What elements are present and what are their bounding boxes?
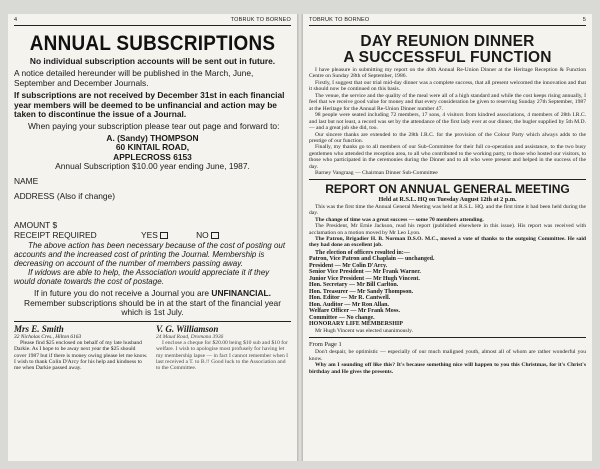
- letter-author: Mrs E. Smith: [14, 323, 64, 334]
- section-divider: [14, 321, 291, 322]
- agm-report-subtitle: Held at R.S.L. HQ on Tuesday August 12th at 2 p.m.: [378, 195, 517, 203]
- dinner-paragraph: The venue, the service and the quality of the meal were all of a high standard and while the cost keeps rising annually, I feel that we receive good value for money and that every consideration be given to reserving Sunday 27th September, 1987 at the Heritage for the Annual Re-Union Dinner number 47.: [309, 92, 586, 112]
- letter-address: 32 Nicholas Cres., Hilton 6163: [14, 333, 82, 340]
- unfinancial-word: UNFINANCIAL.: [211, 288, 271, 299]
- left-page-number: 4: [14, 17, 18, 23]
- letter-smith: [14, 325, 149, 372]
- agm-paragraph: The Patron, Brigadier H. B. Norman D.S.O. M.C., moved a vote of thanks to the outgoing Committee. He said they had done an excellent job.: [309, 235, 586, 249]
- officer-entry: President — Mr Colin D'Arcy.: [309, 262, 388, 269]
- officer-entry: Patron, Vice Patron and Chaplain — unchanged.: [309, 256, 435, 263]
- dinner-title-line-1: DAY REUNION DINNER: [360, 33, 535, 50]
- officer-entry: Hon. Editor — Mr R. Cantwell.: [309, 295, 391, 302]
- amount-field-label: AMOUNT $: [14, 220, 58, 231]
- address-name: A. (Sandy) THOMPSON: [106, 132, 199, 143]
- agm-report-title: REPORT ON ANNUAL GENERAL MEETING: [325, 181, 570, 196]
- notice-text: A notice detailed hereunder will be published in the March, June, September and December Journals.: [14, 68, 254, 88]
- agm-paragraph: This was the first time the Annual General Meeting was held at R.S.L. HQ. and the first time it had been held during the day.: [309, 203, 586, 217]
- report-divider: [309, 179, 586, 180]
- address-suburb: APPLECROSS 6153: [113, 151, 192, 162]
- officer-entry: Hon. Auditor — Mr Ron Allan.: [309, 301, 389, 308]
- dinner-report: [309, 67, 586, 177]
- left-page: [8, 14, 297, 461]
- right-page-header: [309, 14, 586, 26]
- agm-paragraph: The change of time was a great success — some 70 members attending.: [315, 216, 484, 223]
- election-heading: The election of officers resulted in:—: [315, 249, 410, 256]
- left-running-title: TOBRUK TO BORNEO: [230, 17, 291, 23]
- dinner-paragraph: 98 people were seated including 72 members, 17 sons, 4 visitors from kindred associations, 4 members of 28th I.R.C. and last but not least, a record was set by the attendance of the first lady ever at our dinner, the bugler supplied by 5th M.D. — and a great job she did, too.: [309, 112, 586, 132]
- receipt-label: RECEIPT REQUIRED: [14, 230, 97, 241]
- letter-body: I enclose a cheque for $20.00 being $10 sub and $10 for welfare. I wish to apologise most profusely for having let my membership lapse — in fact I cannot remember when I last received a T. to B.!! Good luck to the Association and to the Committee.: [156, 339, 289, 372]
- right-running-title: TOBRUK TO BORNEO: [309, 17, 370, 23]
- from-page-text: Don't despair, be optimistic — especially of our much maligned youth, almost all of whom are rather wonderful you know.: [309, 349, 586, 362]
- widows-note: If widows are able to help, the Association would appreciate it if they would donate towards the cost of postage.: [14, 268, 270, 287]
- address-field-label: ADDRESS (Also if change): [14, 191, 116, 202]
- dinner-signoff: Barney Vangraag — Chairman Dinner Sub-Committee: [315, 170, 438, 177]
- letters-section: [14, 325, 291, 372]
- warning-text: If subscriptions are not received by December 31st in each financial year members will be deemed to be unfinancial and action may be taken to discontinue the issue of a Journal.: [14, 90, 285, 120]
- letter-author: V. G. Williamson: [156, 323, 219, 334]
- cost-explanation: The above action has been necessary because of the cost of posting out accounts and the increased cost of printing the Journal. Membership is decreasing on account of the number of members passing away.: [14, 241, 286, 269]
- yes-label: YES: [141, 230, 158, 241]
- from-page-heading: From Page 1: [309, 341, 342, 349]
- unfinancial-suffix: Remember subscriptions should be in at the start of the financial year which is 1st July.: [24, 297, 281, 318]
- name-field-label: NAME: [14, 176, 39, 187]
- no-checkbox[interactable]: [211, 232, 219, 239]
- dinner-paragraph: I have pleasure in submitting my report on the 40th Annual Re-Union Dinner at the Heritage Reception & Function Centre on Sunday 28th of September, 1986.: [309, 67, 586, 80]
- officer-entry: Junior Vice President — Mr Hugh Vincent.: [309, 275, 420, 282]
- officer-entry: Committee — No change.: [309, 314, 375, 321]
- dinner-paragraph: Finally, my thanks go to all members of our Sub-Committee for their full co-operation and assistance, to the two busy gentlemen who attended the reception area, to all who contributed to the working party, to those who hosted our visitors, to those who participated in the ceremonies during the Dinner and to all who were present and helped in the success of the day.: [309, 144, 586, 170]
- closing-text: Why am I sounding off like this? It's because something nice will happen to you this Christmas, for it's Christ's birthday and He gives the presents.: [309, 362, 586, 375]
- right-page-number: 5: [582, 17, 586, 23]
- receipt-row: [14, 230, 291, 240]
- officer-entry: Welfare Officer — Mr Frank Moss.: [309, 308, 400, 315]
- officer-entry: Hon. Treasurer — Mr Sandy Thompson.: [309, 288, 414, 295]
- letter-address: 24 Maud Road, Dromana 3936: [156, 333, 224, 340]
- subscription-line: Annual Subscription $10.00 year ending June, 1987.: [55, 161, 250, 172]
- address-street: 60 KINTAIL ROAD,: [115, 142, 190, 153]
- honorary-heading: HONORARY LIFE MEMBERSHIP: [309, 321, 403, 328]
- subscriptions-title: ANNUAL SUBSCRIPTIONS: [29, 32, 276, 55]
- dinner-paragraph: Firstly, I suggest that our trial mid-day dinner was a complete success, that all present welcomed the innovation and that it should now be continued on this basis.: [309, 79, 586, 93]
- dinner-title-line-2: A SUCCESSFUL FUNCTION: [343, 48, 552, 66]
- no-label: NO: [196, 230, 209, 241]
- right-page: [303, 14, 592, 461]
- honorary-text: Mr Hugh Vincent was elected unanimously.: [315, 327, 413, 334]
- dinner-paragraph: Our sincere thanks are extended to the 28th I.R.C. for the provision of the Colour Party which always adds to the prestige of our function.: [309, 131, 586, 144]
- intro-notice: No individual subscription accounts will be sent out in future.: [29, 56, 276, 66]
- officer-entry: Senior Vice President — Mr Frank Warner.: [309, 269, 421, 276]
- letter-body: Please find $25 enclosed on behalf of my late husband Darkie. As I hope to be away next year the $25 should cover 1987 but if there is money owing please let me know. I wish to thank Colin D'Arcy for his help and kindness to me when Darkie passed away.: [14, 339, 148, 372]
- address-block: [14, 134, 291, 162]
- left-page-header: [14, 14, 291, 26]
- from-page-divider: [309, 337, 586, 338]
- agm-report-body: [309, 204, 586, 249]
- officer-entry: Hon. Secretary — Mr Bill Carlton.: [309, 282, 399, 289]
- agm-paragraph: The President, Mr Ernie Jackson, read his report (published elsewhere in this issue). His report was received with acclamation on a motion moved by Mr Leo Lyon.: [309, 223, 586, 236]
- letter-williamson: [156, 325, 291, 372]
- unfinancial-note: [14, 289, 291, 317]
- yes-checkbox[interactable]: [160, 232, 168, 239]
- tear-out-instruction: When paying your subscription please tear out page and forward to:: [28, 121, 280, 132]
- officers-list: [309, 256, 586, 321]
- unfinancial-prefix: If in future you do not receive a Journal you are: [34, 288, 210, 299]
